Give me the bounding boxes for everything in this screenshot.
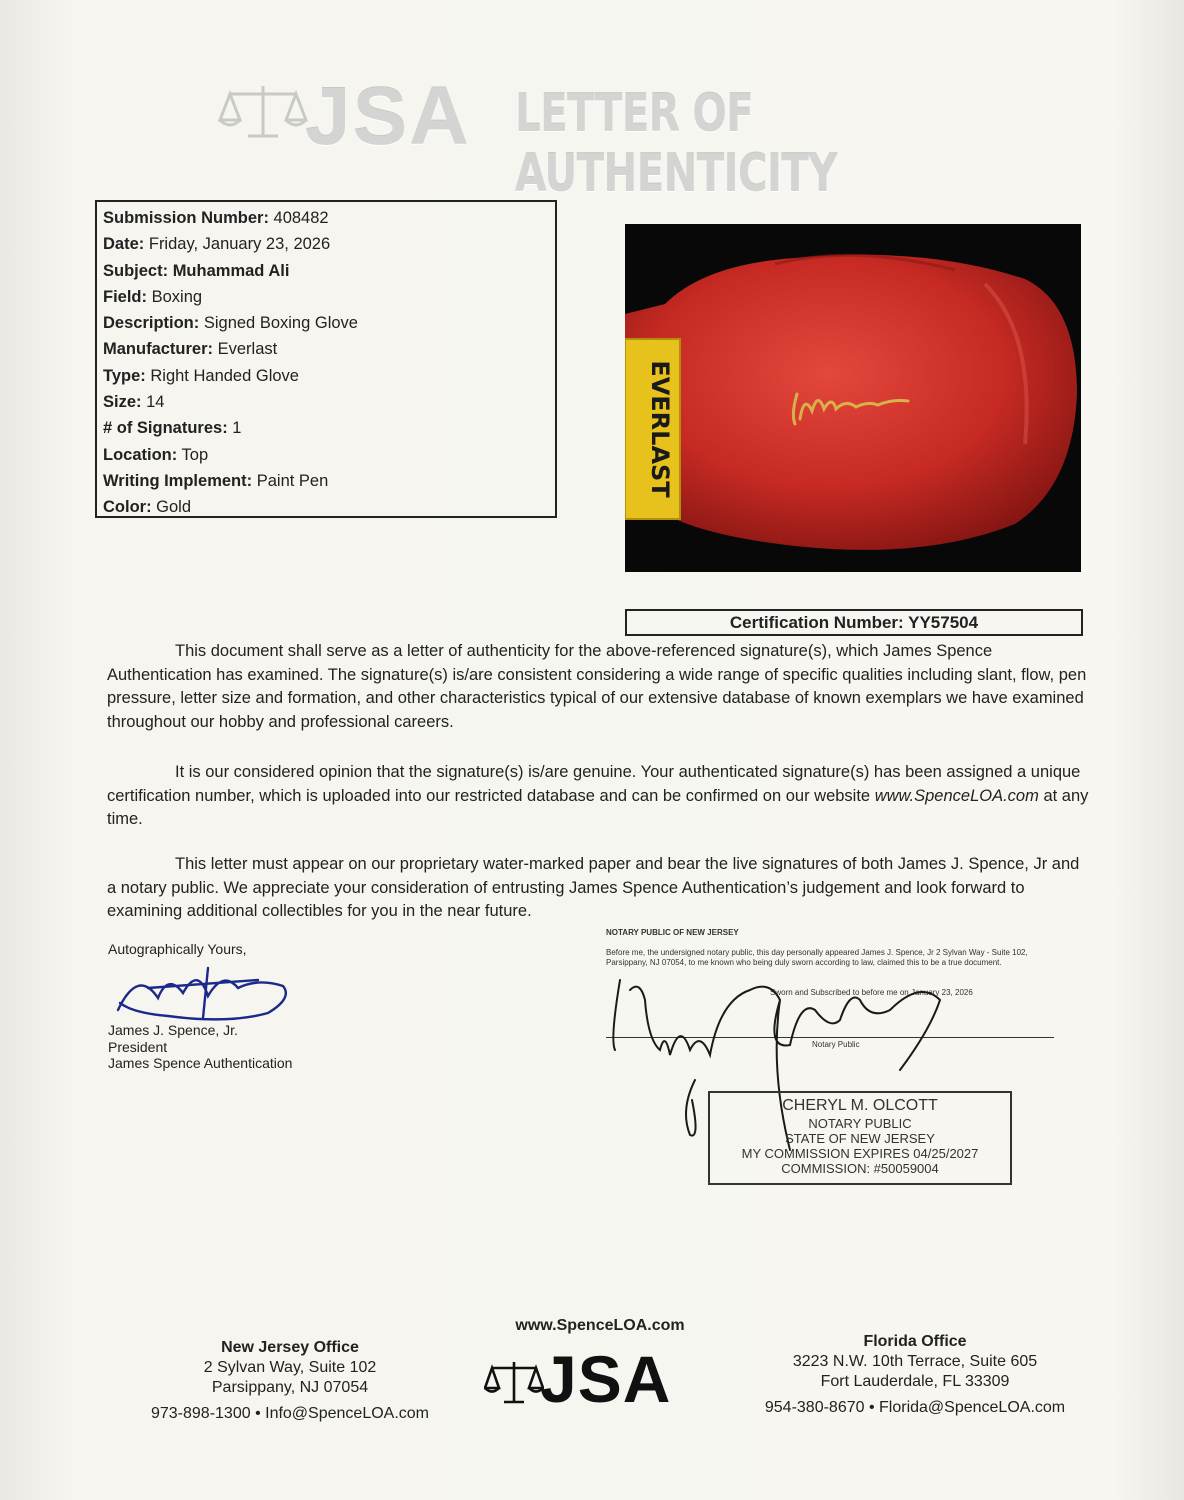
- detail-value: Boxing: [151, 287, 203, 306]
- detail-row: [103, 363, 549, 389]
- jsa-brand-watermark: JSA: [305, 71, 471, 162]
- signer-company: James Spence Authentication: [108, 1055, 293, 1071]
- detail-value: Paint Pen: [256, 471, 329, 490]
- detail-value: Right Handed Glove: [150, 366, 299, 385]
- detail-label: Date:: [103, 235, 145, 254]
- detail-label: Type:: [103, 366, 146, 385]
- detail-row: [103, 468, 549, 494]
- signer-title: President: [108, 1039, 168, 1055]
- nj-office-address-1: 2 Sylvan Way, Suite 102: [203, 1359, 377, 1376]
- detail-label: Location:: [103, 445, 178, 464]
- scales-logo-icon: [484, 1358, 544, 1406]
- certification-label: Certification Number:: [729, 613, 904, 632]
- detail-row: [103, 336, 549, 362]
- fl-office-address-2: Fort Lauderdale, FL 33309: [820, 1373, 1010, 1390]
- detail-label: Writing Implement:: [103, 471, 253, 490]
- nj-office-contact: 973-898-1300 • Info@SpenceLOA.com: [150, 1405, 429, 1422]
- closing-text: Autographically Yours,: [108, 941, 247, 957]
- spence-signature: [108, 958, 298, 1030]
- website-link[interactable]: www.SpenceLOA.com: [874, 786, 1039, 805]
- notary-stamp: [708, 1091, 1012, 1185]
- stamp-line-2: STATE OF NEW JERSEY: [785, 1131, 935, 1146]
- detail-row: [103, 310, 549, 336]
- sworn-text: Sworn and Subscribed to before me on January 23, 2026: [770, 988, 973, 997]
- detail-value: Everlast: [217, 340, 278, 359]
- scales-icon: [218, 80, 308, 142]
- detail-label: # of Signatures:: [103, 419, 228, 438]
- detail-value: Top: [181, 445, 209, 464]
- glove-brand-label: EVERLAST: [646, 360, 674, 498]
- nj-office: [140, 1338, 440, 1424]
- detail-label: Submission Number:: [103, 209, 269, 227]
- notary-text: Before me, the undersigned notary public, this day personally appeared James J. Spence, Jr 2 Sylvan Way - Suite 102, Parsippany, NJ 07054, to me known who being duly sworn according to law, claimed this to be a true document.: [606, 948, 1028, 967]
- letter-title-watermark: LETTER OF AUTHENTICITY: [515, 84, 837, 204]
- detail-label: Color:: [103, 498, 152, 517]
- boxing-glove-image: [625, 224, 1081, 572]
- notary-line-label: Notary Public: [812, 1040, 860, 1049]
- detail-label: Subject:: [103, 261, 169, 280]
- detail-row: [103, 231, 549, 257]
- detail-value: 1: [232, 419, 242, 438]
- detail-value: 14: [146, 393, 165, 412]
- detail-value: Signed Boxing Glove: [203, 314, 358, 333]
- certification-value: YY57504: [908, 613, 979, 632]
- fl-office: [745, 1332, 1085, 1418]
- detail-row: [103, 494, 549, 520]
- detail-row: [103, 258, 549, 284]
- detail-label: Field:: [103, 287, 147, 306]
- paragraph-3: This letter must appear on our proprietary water-marked paper and bear the live signatures of both James J. Spence, Jr and a notary public. We appreciate your consideration of entrusting James Spence Authentication’s judgement and look forward to examining additional collectibles for you in the near future.: [107, 855, 1080, 921]
- paragraph-2: It is our considered opinion that the signature(s) is/are genuine. Your authenticated signature(s) has been assigned a unique certification number, which is uploaded into our restricted database and can be confirmed on our website www.SpenceLOA.com at any time.: [107, 763, 1089, 829]
- nj-office-title: New Jersey Office: [221, 1339, 359, 1356]
- certification-number-box: [625, 609, 1083, 636]
- footer-website[interactable]: www.SpenceLOA.com: [515, 1317, 685, 1334]
- fl-office-contact: 954-380-8670 • Florida@SpenceLOA.com: [764, 1399, 1066, 1416]
- notary-name: CHERYL M. OLCOTT: [782, 1097, 938, 1114]
- detail-value: Muhammad Ali: [172, 261, 290, 280]
- detail-row: [103, 205, 549, 231]
- detail-label: Size:: [103, 393, 142, 412]
- signer-name: James J. Spence, Jr.: [108, 1022, 238, 1038]
- detail-value: 408482: [273, 209, 329, 227]
- item-photo: [625, 224, 1081, 572]
- detail-value: Gold: [156, 498, 192, 517]
- stamp-line-1: NOTARY PUBLIC: [808, 1116, 912, 1131]
- detail-value: Friday, January 23, 2026: [148, 235, 331, 254]
- nj-office-address-2: Parsippany, NJ 07054: [211, 1379, 369, 1396]
- stamp-line-3: MY COMMISSION EXPIRES 04/25/2027: [741, 1146, 979, 1161]
- footer-jsa-logo: JSA: [540, 1342, 672, 1416]
- detail-row: [103, 415, 549, 441]
- notary-heading: NOTARY PUBLIC OF NEW JERSEY: [606, 928, 739, 937]
- detail-label: Description:: [103, 314, 200, 333]
- paragraph-1: This document shall serve as a letter of authenticity for the above-referenced signature(s), which James Spence Authentication has examined. The signature(s) is/are consistent considering a wide range of specific qualities including slant, flow, pen pressure, letter size and formation, and other characteristics typical of our extensive database of known exemplars we have examined throughout our hobby and professional careers.: [107, 642, 1087, 731]
- fl-office-address-1: 3223 N.W. 10th Terrace, Suite 605: [792, 1353, 1038, 1370]
- fl-office-title: Florida Office: [863, 1333, 967, 1350]
- detail-row: [103, 389, 549, 415]
- stamp-line-4: COMMISSION: #50059004: [781, 1161, 939, 1176]
- item-details-box: [95, 200, 557, 518]
- detail-label: Manufacturer:: [103, 340, 214, 359]
- detail-row: [103, 284, 549, 310]
- detail-row: [103, 442, 549, 468]
